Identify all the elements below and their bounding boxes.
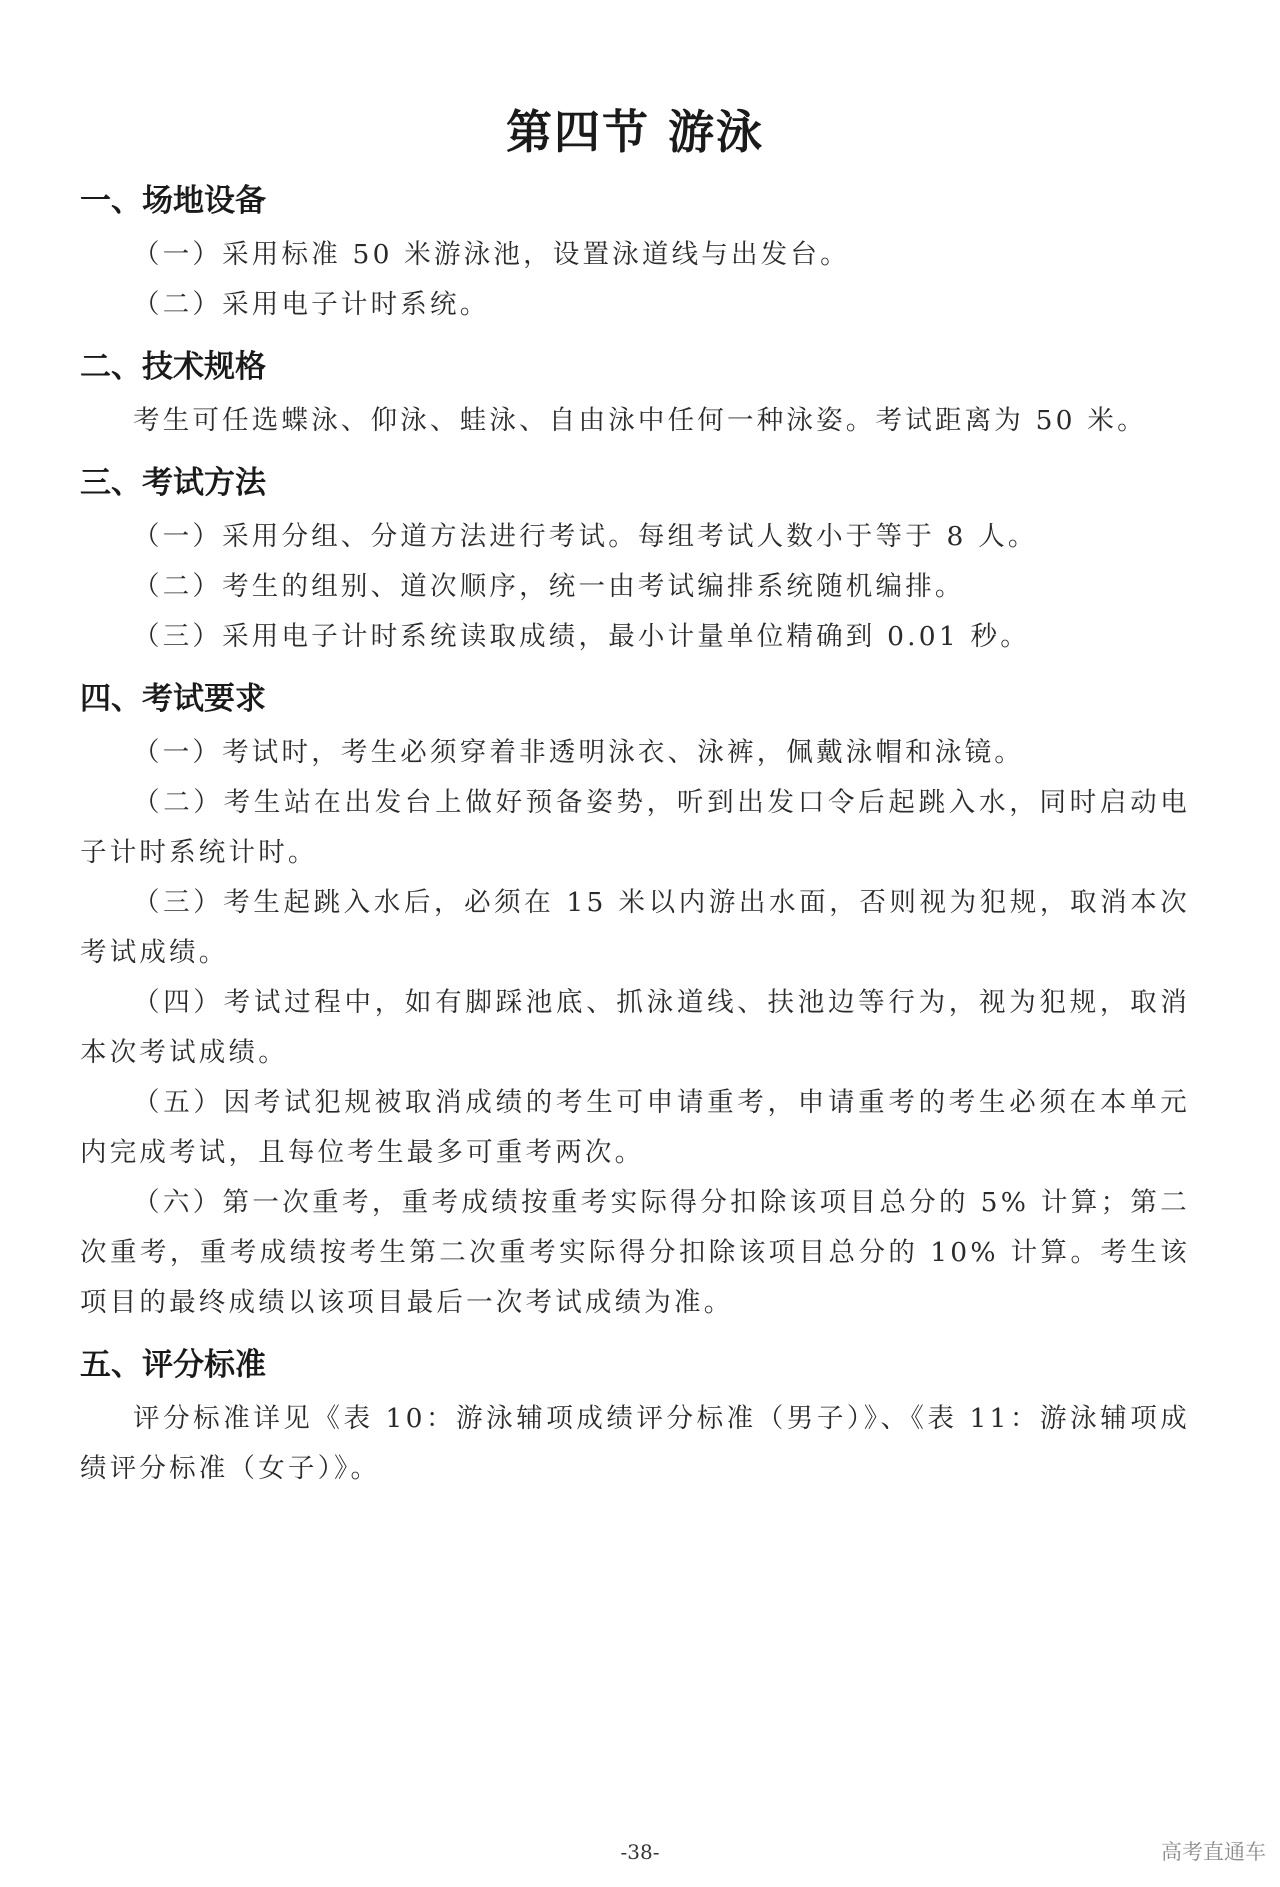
page-title: 第四节 游泳 xyxy=(505,105,764,159)
section-technical-specs xyxy=(80,338,1190,446)
document-body xyxy=(80,172,1190,1494)
section-heading: 二、技术规格 xyxy=(80,349,266,385)
paragraph: （三）采用电子计时系统读取成绩，最小计量单位精确到 0.01 秒。 xyxy=(133,621,1030,652)
paragraph: （五）因考试犯规被取消成绩的考生可申请重考，申请重考的考生必须在本单元内完成考试，且每位考生最多可重考两次。 xyxy=(80,1087,1190,1168)
section-exam-method xyxy=(80,454,1190,662)
watermark-text: 高考直通车 xyxy=(1161,1840,1266,1864)
section-venue-equipment xyxy=(80,172,1190,330)
paragraph: （一）采用分组、分道方法进行考试。每组考试人数小于等于 8 人。 xyxy=(133,521,1038,552)
paragraph: （二）考生站在出发台上做好预备姿势，听到出发口令后起跳入水，同时启动电子计时系统计时。 xyxy=(80,787,1190,868)
paragraph: 评分标准详见《表 10：游泳辅项成绩评分标准（男子）》、《表 11：游泳辅项成绩评分标准（女子）》。 xyxy=(80,1403,1190,1484)
section-heading: 五、评分标准 xyxy=(80,1347,266,1383)
section-exam-requirements xyxy=(80,670,1190,1328)
section-heading: 一、场地设备 xyxy=(80,183,266,219)
paragraph: （二）考生的组别、道次顺序，统一由考试编排系统随机编排。 xyxy=(133,571,965,602)
paragraph: 考生可任选蝶泳、仰泳、蛙泳、自由泳中任何一种泳姿。考试距离为 50 米。 xyxy=(133,405,1147,436)
paragraph: （六）第一次重考，重考成绩按重考实际得分扣除该项目总分的 5% 计算；第二次重考，重考成绩按考生第二次重考实际得分扣除该项目总分的 10% 计算。考生该项目的最终成绩以该项目最后一次考试成绩为准。 xyxy=(80,1187,1190,1318)
paragraph: （一）采用标准 50 米游泳池，设置泳道线与出发台。 xyxy=(133,239,850,270)
paragraph: （二）采用电子计时系统。 xyxy=(133,289,490,320)
section-heading: 三、考试方法 xyxy=(80,465,266,501)
paragraph: （四）考试过程中，如有脚踩池底、抓泳道线、扶池边等行为，视为犯规，取消本次考试成绩。 xyxy=(80,987,1190,1068)
section-scoring-standard xyxy=(80,1336,1190,1494)
page-number: -38- xyxy=(620,1840,660,1864)
paragraph: （一）考试时，考生必须穿着非透明泳衣、泳裤，佩戴泳帽和泳镜。 xyxy=(133,737,1024,768)
paragraph: （三）考生起跳入水后，必须在 15 米以内游出水面，否则视为犯规，取消本次考试成绩。 xyxy=(80,887,1190,968)
section-heading: 四、考试要求 xyxy=(80,681,266,717)
